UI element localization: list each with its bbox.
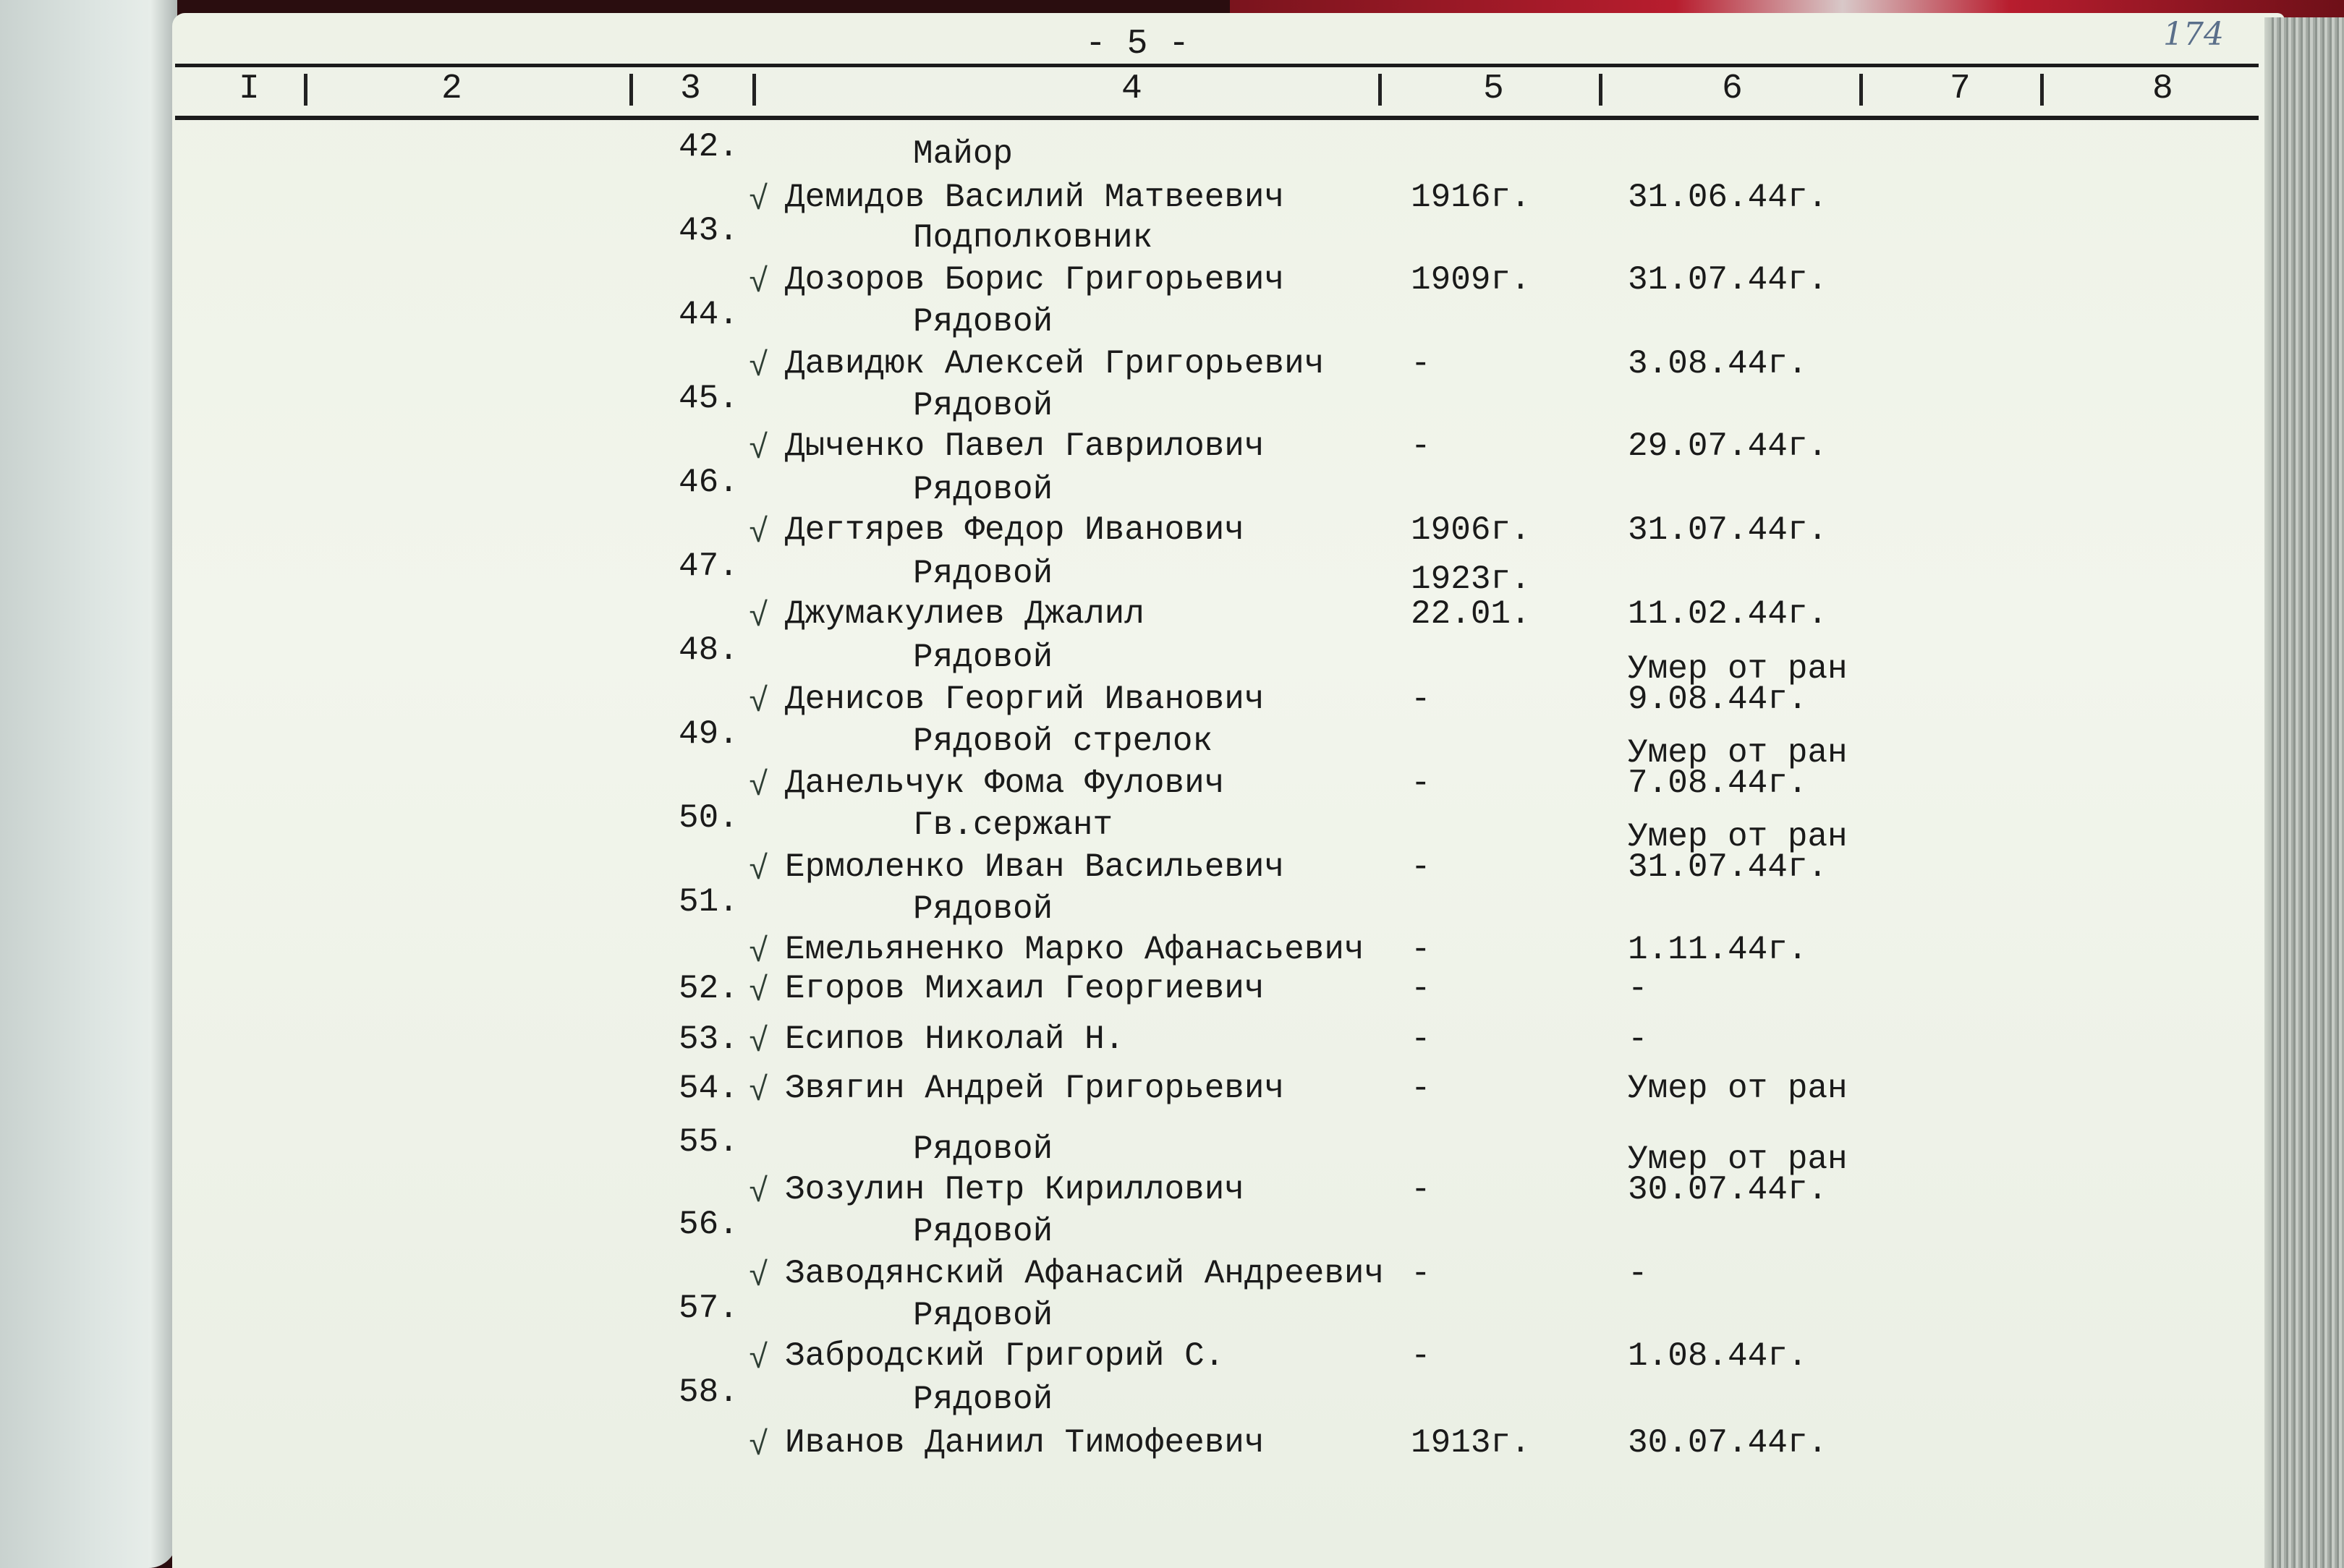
record-birth-info: -: [1411, 681, 1431, 718]
column-header-1: I: [239, 69, 260, 108]
archive-sheet-number: 174: [2163, 16, 2224, 53]
check-mark-icon: √: [749, 934, 769, 971]
check-mark-icon: √: [749, 1073, 769, 1110]
column-header-8: 8: [2152, 69, 2173, 108]
column-header-3: 3: [680, 69, 701, 108]
record-date: 30.07.44г.: [1628, 1171, 1828, 1209]
record-date: 31.07.44г.: [1628, 261, 1828, 299]
check-mark-icon: √: [749, 1023, 769, 1061]
column-divider-2: [629, 74, 633, 106]
record-rank: Подполковник: [913, 219, 1153, 257]
record-name: Дыченко Павел Гаврилович: [785, 427, 1265, 465]
check-mark-icon: √: [749, 182, 769, 219]
record-date: 3.08.44г.: [1628, 345, 1808, 383]
record-birth-info: -: [1411, 931, 1431, 968]
record-rank: Рядовой стрелок: [913, 723, 1213, 760]
record-birth-info: -: [1411, 1070, 1431, 1107]
record-name: Звягин Андрей Григорьевич: [785, 1070, 1285, 1107]
record-rank: Рядовой: [913, 1297, 1053, 1334]
record-rank: Рядовой: [913, 1381, 1053, 1418]
record-number: 51.: [679, 883, 739, 921]
check-mark-icon: √: [749, 683, 769, 721]
record-date: 7.08.44г.: [1628, 764, 1808, 802]
record-name: Данельчук Фома Фулович: [785, 764, 1225, 802]
record-rank: Рядовой: [913, 1213, 1053, 1250]
record-number: 45.: [679, 380, 739, 417]
record-rank: Рядовой: [913, 890, 1053, 928]
record-birth-info: 22.01.: [1411, 595, 1531, 633]
left-page-edge: [0, 0, 177, 1568]
record-name: Демидов Василий Матвеевич: [785, 179, 1285, 216]
record-rank: Рядовой: [913, 303, 1053, 341]
record-number: 52.: [679, 970, 739, 1007]
check-mark-icon: √: [749, 851, 769, 889]
record-name: Иванов Даниил Тимофеевич: [785, 1424, 1265, 1462]
record-date: -: [1628, 1021, 1648, 1058]
record-name: Дегтярев Федор Иванович: [785, 511, 1244, 549]
record-number: 57.: [679, 1290, 739, 1327]
column-header-5: 5: [1483, 69, 1504, 108]
record-number: 53.: [679, 1021, 739, 1058]
record-number: 55.: [679, 1123, 739, 1161]
record-rank: Майор: [913, 135, 1014, 173]
record-name: Забродский Григорий С.: [785, 1337, 1225, 1375]
record-date: 9.08.44г.: [1628, 681, 1808, 718]
record-date: 1.08.44г.: [1628, 1337, 1808, 1375]
record-name: Заводянский Афанасий Андреевич: [785, 1255, 1385, 1292]
record-rank: Рядовой: [913, 471, 1053, 508]
record-note: Умер от ран: [1628, 650, 1848, 688]
record-date: -: [1628, 1255, 1648, 1292]
record-birth-info: -: [1411, 848, 1431, 886]
record-rank: Рядовой: [913, 1130, 1053, 1168]
record-number: 44.: [679, 296, 739, 333]
record-name: Дозоров Борис Григорьевич: [785, 261, 1285, 299]
record-note: Умер от ран: [1628, 1141, 1848, 1178]
record-birth-info: 1906г.: [1411, 511, 1531, 549]
record-number: 46.: [679, 464, 739, 501]
record-birth-info: 1916г.: [1411, 179, 1531, 216]
check-mark-icon: √: [749, 430, 769, 468]
record-birth-info: -: [1411, 1171, 1431, 1209]
record-birth-info: -: [1411, 1255, 1431, 1292]
column-header-7: 7: [1950, 69, 1971, 108]
record-number: 43.: [679, 212, 739, 250]
record-birth-info: -: [1411, 1337, 1431, 1375]
header-rule-bottom: [175, 116, 2259, 120]
record-name: Давидюк Алексей Григорьевич: [785, 345, 1325, 383]
check-mark-icon: √: [749, 767, 769, 805]
record-number: 50.: [679, 799, 739, 837]
record-birth-info: -: [1411, 764, 1431, 802]
record-rank: Гв.сержант: [913, 806, 1113, 844]
record-note: Умер от ран: [1628, 818, 1848, 856]
record-name: Зозулин Петр Кириллович: [785, 1171, 1244, 1209]
page-stack-edges: [2272, 17, 2344, 1568]
record-birth-info: 1909г.: [1411, 261, 1531, 299]
record-date: -: [1628, 970, 1648, 1007]
record-date: 29.07.44г.: [1628, 427, 1828, 465]
record-date: 31.07.44г.: [1628, 848, 1828, 886]
record-date: 1.11.44г.: [1628, 931, 1808, 968]
record-date: 31.06.44г.: [1628, 179, 1828, 216]
check-mark-icon: √: [749, 1258, 769, 1295]
check-mark-icon: √: [749, 348, 769, 385]
column-header-4: 4: [1121, 69, 1142, 108]
record-birth-year: 1923г.: [1411, 561, 1531, 598]
record-number: 48.: [679, 631, 739, 669]
record-birth-info: -: [1411, 427, 1431, 465]
record-name: Емельяненко Марко Афанасьевич: [785, 931, 1364, 968]
column-header-6: 6: [1722, 69, 1743, 108]
record-note: Умер от ран: [1628, 734, 1848, 772]
record-date: Умер от ран: [1628, 1070, 1848, 1107]
record-birth-info: -: [1411, 345, 1431, 383]
column-divider-3: [752, 74, 756, 106]
record-name: Есипов Николай Н.: [785, 1021, 1125, 1058]
typed-page-number: - 5 -: [1085, 25, 1190, 64]
check-mark-icon: √: [749, 598, 769, 636]
record-rank: Рядовой: [913, 639, 1053, 676]
check-mark-icon: √: [749, 1427, 769, 1465]
column-divider-1: [304, 74, 307, 106]
check-mark-icon: √: [749, 1174, 769, 1211]
check-mark-icon: √: [749, 514, 769, 552]
record-name: Джумакулиев Джалил: [785, 595, 1145, 633]
column-divider-5: [1599, 74, 1602, 106]
record-rank: Рядовой: [913, 555, 1053, 592]
column-header-2: 2: [441, 69, 462, 108]
record-rank: Рядовой: [913, 387, 1053, 425]
record-birth-info: 1913г.: [1411, 1424, 1531, 1462]
column-divider-4: [1378, 74, 1382, 106]
record-name: Денисов Георгий Иванович: [785, 681, 1265, 718]
record-number: 54.: [679, 1070, 739, 1107]
record-date: 31.07.44г.: [1628, 511, 1828, 549]
record-number: 42.: [679, 128, 739, 166]
document-page: [172, 13, 2285, 1568]
header-rule-top: [175, 64, 2259, 67]
column-divider-7: [2040, 74, 2044, 106]
check-mark-icon: √: [749, 973, 769, 1010]
record-number: 49.: [679, 715, 739, 753]
record-number: 58.: [679, 1373, 739, 1411]
record-number: 47.: [679, 547, 739, 585]
record-birth-info: -: [1411, 1021, 1431, 1058]
record-date: 30.07.44г.: [1628, 1424, 1828, 1462]
column-divider-6: [1859, 74, 1863, 106]
record-name: Егоров Михаил Георгиевич: [785, 970, 1265, 1007]
record-number: 56.: [679, 1206, 739, 1243]
check-mark-icon: √: [749, 1340, 769, 1378]
record-birth-info: -: [1411, 970, 1431, 1007]
check-mark-icon: √: [749, 264, 769, 302]
record-date: 11.02.44г.: [1628, 595, 1828, 633]
record-name: Ермоленко Иван Васильевич: [785, 848, 1285, 886]
